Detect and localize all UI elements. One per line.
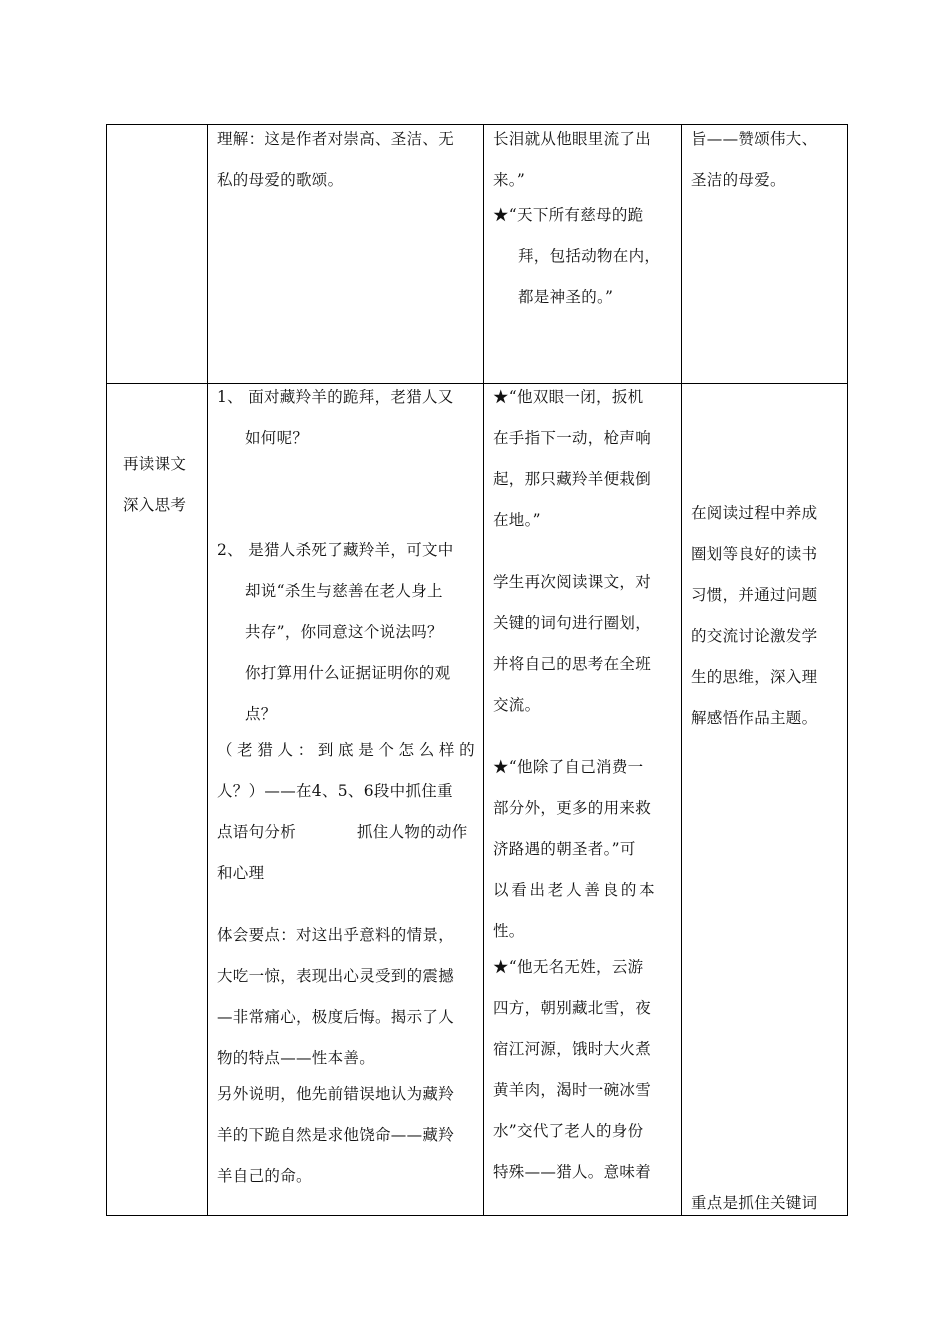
key-point-line: 物的特点——性本善。: [217, 1049, 376, 1067]
quote-line: 四方，朝别藏北雪，夜: [493, 999, 652, 1017]
question-2-line: 点？: [245, 705, 277, 723]
quote-line: 水”交代了老人的身份: [493, 1122, 644, 1140]
design-intent-line: 在阅读过程中养成: [691, 504, 818, 522]
question-2-line: 你打算用什么证据证明你的观: [245, 664, 451, 682]
note-line: 抓住人物的动作: [357, 823, 468, 841]
table-border-top: [106, 124, 848, 125]
row1-col4-line: 圣洁的母爱。: [691, 171, 786, 189]
activity-line: 交流。: [493, 696, 541, 714]
row1-col3-line: 长泪就从他眼里流了出: [493, 130, 652, 148]
question-2-line: 却说“杀生与慈善在老人身上: [245, 582, 443, 600]
key-point-line: 大吃一惊，表现出心灵受到的震撼: [217, 967, 455, 985]
question-2-line: 2、 是猎人杀死了藏羚羊，可文中: [217, 541, 454, 559]
quote-line: ★“他双眼一闭，扳机: [493, 388, 644, 406]
quote-line: 济路遇的朝圣者。”可: [493, 840, 636, 858]
design-intent-line: 解感悟作品主题。: [691, 709, 818, 727]
design-intent-line: 习惯，并通过问题: [691, 586, 818, 604]
key-point-line: 羊的下跪自然是求他饶命——藏羚: [217, 1126, 455, 1144]
note-line: 点语句分析: [217, 823, 297, 841]
note-line: 和心理: [217, 864, 265, 882]
row1-col3-line: 来。”: [493, 171, 526, 189]
table-border-right: [847, 124, 848, 1216]
quote-line: ★“他无名无姓，云游: [493, 958, 644, 976]
note-line: 人？）——在4、5、6段中抓住重: [217, 782, 453, 800]
note-line: （ 老 猎 人 ： 到 底 是 个 怎 么 样 的: [217, 741, 475, 759]
key-point-line: 另外说明，他先前错误地认为藏羚: [217, 1085, 455, 1103]
row1-col3-line: 拜，包括动物在内，: [518, 247, 661, 265]
design-intent-line: 圈划等良好的读书: [691, 545, 818, 563]
stage-title-line: 深入思考: [123, 496, 187, 514]
quote-line: 在手指下一动，枪声响: [493, 429, 652, 447]
stage-title-line: 再读课文: [123, 455, 187, 473]
table-border-bottom: [106, 1215, 848, 1216]
quote-line: ★“他除了自己消费一: [493, 758, 644, 776]
column-divider-3: [681, 124, 682, 1216]
design-intent-line: 重点是抓住关键词: [691, 1194, 818, 1212]
row1-col2-line: 私的母爱的歌颂。: [217, 171, 344, 189]
design-intent-line: 生的思维，深入理: [691, 668, 818, 686]
activity-line: 学生再次阅读课文，对: [493, 573, 652, 591]
question-1-line: 如何呢？: [245, 429, 309, 447]
quote-line: 宿江河源，饿时大火煮: [493, 1040, 652, 1058]
table-border-left: [106, 124, 107, 1216]
key-point-line: —非常痛心，极度后悔。揭示了人: [217, 1008, 455, 1026]
quote-line: 特殊——猎人。意味着: [493, 1163, 652, 1181]
question-1-line: 1、 面对藏羚羊的跪拜，老猎人又: [217, 388, 454, 406]
quote-line: 在地。”: [493, 511, 541, 529]
question-2-line: 共存”，你同意这个说法吗？: [245, 623, 443, 641]
activity-line: 关键的词句进行圈划，: [493, 614, 652, 632]
quote-line: 起，那只藏羚羊便栽倒: [493, 470, 652, 488]
row-divider: [106, 383, 848, 384]
row1-col4-line: 旨——赞颂伟大、: [691, 130, 818, 148]
activity-line: 并将自己的思考在全班: [493, 655, 652, 673]
row1-col2-line: 理解：这是作者对崇高、圣洁、无: [217, 130, 455, 148]
design-intent-line: 的交流讨论激发学: [691, 627, 818, 645]
key-point-line: 羊自己的命。: [217, 1167, 312, 1185]
quote-line: 以 看 出 老 人 善 良 的 本: [493, 881, 655, 899]
quote-line: 部分外，更多的用来救: [493, 799, 652, 817]
column-divider-1: [207, 124, 208, 1216]
quote-line: 性。: [493, 922, 525, 940]
row1-col3-line: 都是神圣的。”: [518, 288, 614, 306]
key-point-line: 体会要点：对这出乎意料的情景，: [217, 926, 455, 944]
column-divider-2: [483, 124, 484, 1216]
quote-line: 黄羊肉，渴时一碗冰雪: [493, 1081, 652, 1099]
row1-col3-line: ★“天下所有慈母的跪: [493, 206, 644, 224]
